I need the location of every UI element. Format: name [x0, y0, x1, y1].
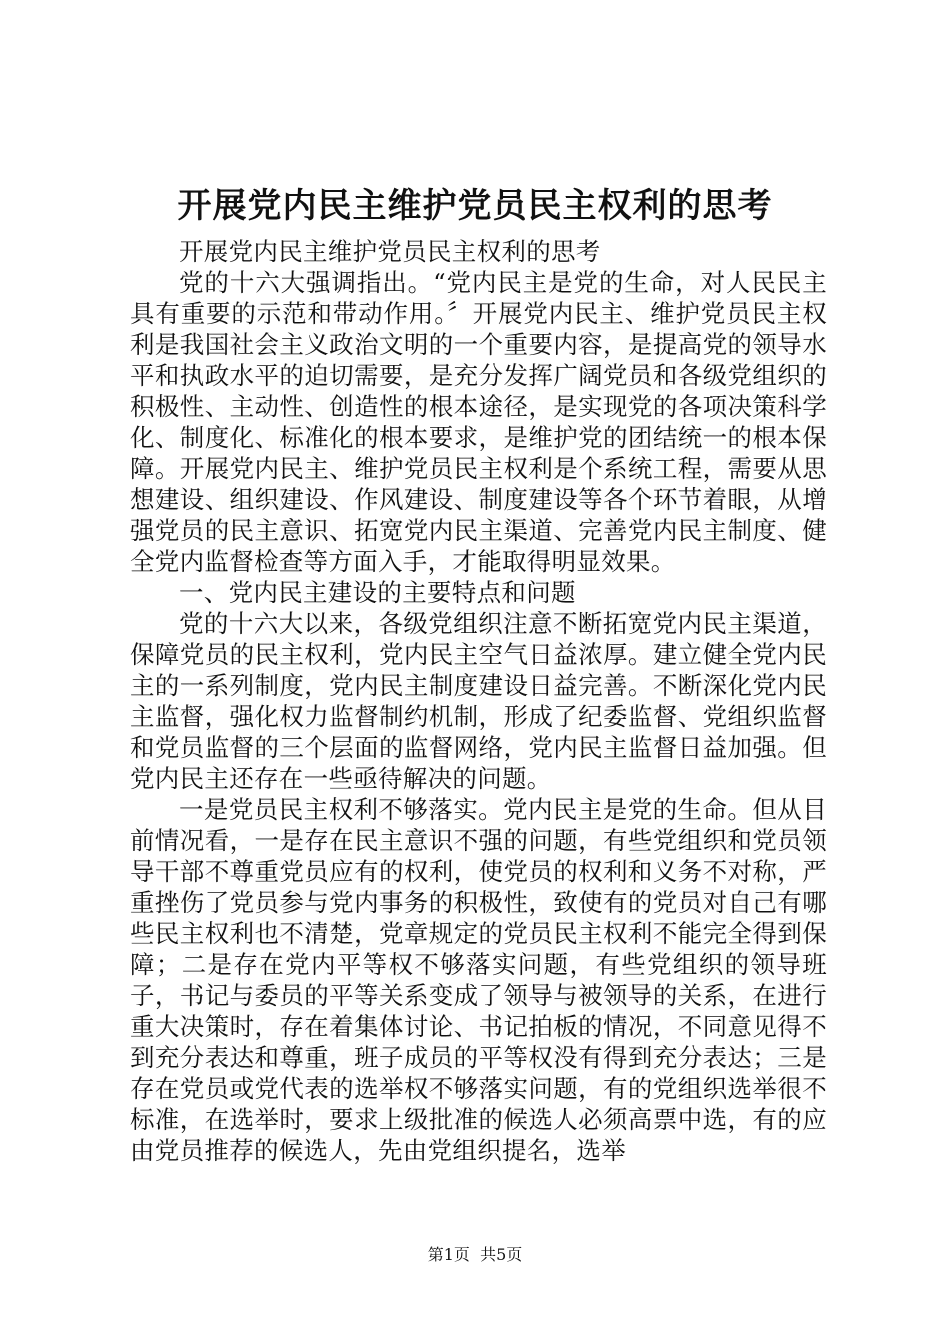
intro-paragraph: 党的十六大强调指出。“党内民主是党的生命，对人民民主具有重要的示范和带动作用。〞开展党内民主、维护党员民主权利是我国社会主义政治文明的一个重要内容，是提高党的领导水平和执政水平的迫切需要，是充分发挥广阔党员和各级党组织的积极性、主动性、创造性的根本途径，是实现党的各项决策科学化、制度化、标准化的根本要求，是维护党的团结统一的根本保障。开展党内民主、维护党员民主权利是个系统工程，需要从思想建设、组织建设、作风建设、制度建设等各个环节着眼，从增强党员的民主意识、拓宽党内民主渠道、完善党内民主制度、健全党内监督检查等方面入手，才能取得明显效果。: [130, 268, 827, 576]
document-body: [130, 236, 827, 1166]
page-footer: [0, 1244, 950, 1266]
subtitle-paragraph: 开展党内民主维护党员民主权利的思考: [179, 237, 601, 266]
page-number: 第1页: [427, 1245, 470, 1264]
section-heading: 一、党内民主建设的主要特点和问题: [179, 578, 576, 607]
section-paragraph: 党的十六大以来，各级党组织注意不断拓宽党内民主渠道，保障党员的民主权利，党内民主空气日益浓厚。建立健全党内民主的一系列制度，党内民主制度建设日益完善。不断深化党内民主监督，强化权力监督制约机制，形成了纪委监督、党组织监督和党员监督的三个层面的监督网络，党内民主监督日益加强。但党内民主还存在一些亟待解决的问题。: [130, 609, 827, 793]
page-total: 共5页: [480, 1245, 523, 1264]
issue-paragraph: 一是党员民主权利不够落实。党内民主是党的生命。但从目前情况看，一是存在民主意识不强的问题，有些党组织和党员领导干部不尊重党员应有的权利，使党员的权利和义务不对称，严重挫伤了党员参与党内事务的积极性，致使有的党员对自己有哪些民主权利也不清楚，党章规定的党员民主权利不能完全得到保障；二是存在党内平等权不够落实问题，有些党组织的领导班子，书记与委员的平等关系变成了领导与被领导的关系，在进行重大决策时，存在着集体讨论、书记拍板的情况，不同意见得不到充分表达和尊重，班子成员的平等权没有得到充分表达；三是存在党员或党代表的选举权不够落实问题，有的党组织选举很不标准，在选举时，要求上级批准的候选人必须高票中选，有的应由党员推荐的候选人，先由党组织提名，选举: [130, 795, 827, 1165]
document-title: 开展党内民主维护党员民主权利的思考: [177, 186, 773, 226]
